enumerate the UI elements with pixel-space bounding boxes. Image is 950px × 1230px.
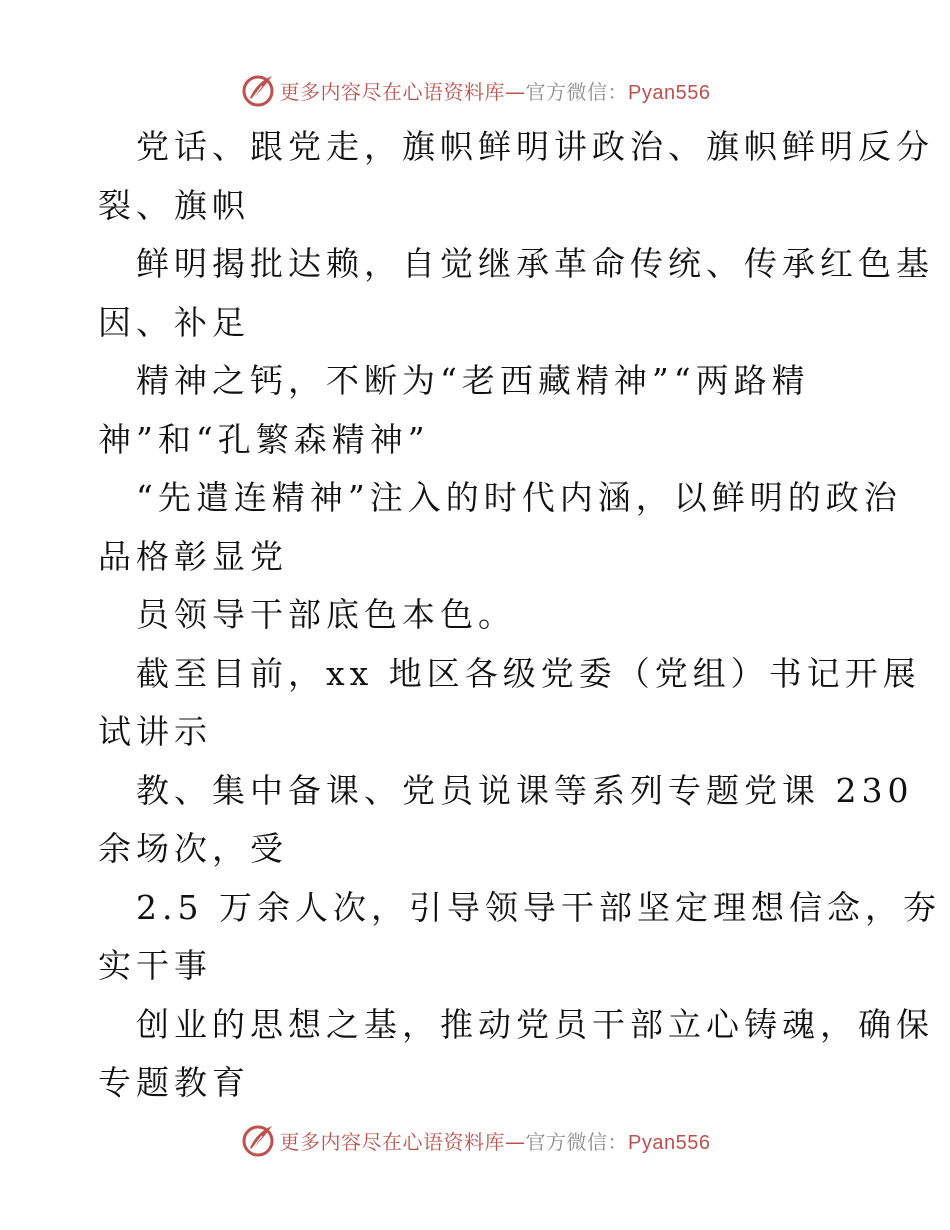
watermark-id: Pyan556 (628, 81, 711, 104)
text-line: “先遣连精神”注入的时代内涵，以鲜明的政治 (136, 478, 902, 517)
text-line: 专题教育 (98, 1063, 250, 1102)
header-watermark (0, 70, 950, 110)
feather-logo-icon (240, 1122, 276, 1158)
text-line: 截至目前，xx 地区各级党委（党组）书记开展 (136, 653, 921, 693)
text-line: 鲜明揭批达赖，自觉继承革命传统、传承红色基 (136, 244, 934, 283)
text-line: 试讲示 (98, 712, 212, 751)
watermark-part1: 更多内容尽在心语资料库 (279, 79, 506, 104)
text-line: 员领导干部底色本色。 (136, 595, 516, 634)
watermark-part2: 官方微信： (525, 1129, 629, 1154)
text-line: 神”和“孔繁森精神” (98, 419, 430, 459)
document-body (98, 118, 941, 1113)
footer-watermark (0, 1120, 950, 1160)
text-line: 品格彰显党 (98, 536, 288, 576)
feather-logo-icon (240, 72, 276, 108)
watermark-sep: — (505, 79, 526, 104)
text-line: 2.5 万余人次，引导领导干部坚定理想信念，夯 (136, 887, 941, 927)
text-line: 精神之钙，不断为“老西藏精神”“两路精 (136, 361, 810, 400)
text-line: 裂、旗帜 (98, 185, 250, 225)
watermark-text (280, 76, 711, 105)
watermark-text (280, 1126, 711, 1155)
text-line: 教、集中备课、党员说课等系列专题党课 230 (136, 770, 914, 810)
watermark-id: Pyan556 (628, 1131, 711, 1154)
watermark-part1: 更多内容尽在心语资料库 (279, 1129, 506, 1154)
text-line: 党话、跟党走，旗帜鲜明讲政治、旗帜鲜明反分 (136, 127, 934, 166)
text-line: 创业的思想之基，推动党员干部立心铸魂，确保 (136, 1004, 934, 1044)
text-line: 余场次，受 (98, 829, 288, 868)
text-line: 实干事 (98, 946, 212, 985)
watermark-part2: 官方微信： (525, 79, 629, 104)
watermark-sep: — (505, 1129, 526, 1154)
text-line: 因、补足 (98, 302, 250, 342)
